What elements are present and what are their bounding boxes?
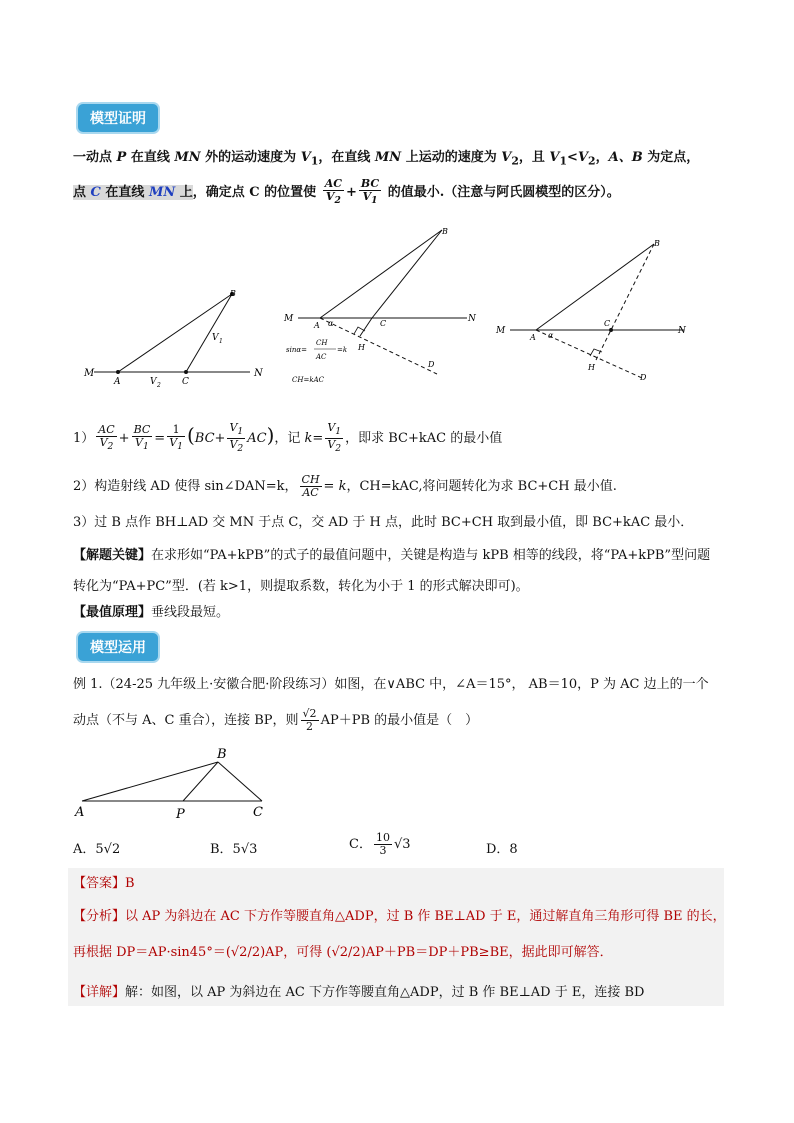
principle-line: 【最值原理】垂线段最短。: [73, 605, 230, 620]
ex-label-p: P: [176, 807, 185, 822]
svg-text:D: D: [640, 373, 647, 382]
option-b[interactable]: B．5√3: [210, 842, 258, 857]
svg-text:A: A: [530, 333, 536, 342]
svg-text:H: H: [588, 363, 595, 372]
option-d[interactable]: D．8: [486, 842, 518, 857]
option-a[interactable]: A．5√2: [73, 842, 121, 857]
svg-text:N: N: [678, 326, 686, 336]
detail-line: 【详解】解：如图，以 AP 为斜边在 AC 下方作等腰直角△ADP，过 B 作 BE⊥AD 于 E，连接 BD: [73, 985, 645, 1000]
fig1-label-v1: V: [212, 333, 219, 343]
svg-text:=k: =k: [337, 346, 348, 354]
intro-line-2: 点 C 在直线 MN 上，确定点 C 的位置使 $\frac{AC}{V_2}$ + $\frac{BC}{V_1}$ 的值最小.（注意与阿氏圆模型的区分）。: [73, 177, 620, 207]
svg-text:1: 1: [219, 338, 223, 345]
svg-text:H: H: [358, 343, 365, 352]
analysis-line-2: 再根据 DP＝AP·sin45°＝(√2/2)AP，可得 (√2/2)AP＋PB＝DP＋PB≥BE，据此即可解答．: [73, 945, 613, 960]
svg-text:2: 2: [157, 382, 161, 389]
key-line-1: 【解题关键】在求形如“PA+kPB”的式子的最值问题中，关键是构造与 kPB 相等的线段，将“PA+kPB”型问题: [73, 548, 711, 563]
frac-bc-v1: $\frac{BC}{V_1}$: [360, 177, 380, 207]
example-line-2: 动点（不与 A、C 重合），连接 BP，则 $\frac{√2}{2}$ AP＋PB 的最小值是（ ）: [73, 707, 479, 733]
svg-text:B: B: [442, 227, 448, 236]
step-3: 3）过 B 点作 BH⊥AD 交 MN 于点 C，交 AD 于 H 点，此时 BC+CH 取到最小值，即 BC+kAC 最小．: [73, 515, 694, 530]
fig1-label-c: C: [182, 377, 189, 387]
fig1-label-n: N: [254, 368, 263, 379]
option-c[interactable]: C． $\frac{10}{3}$ √3: [349, 831, 411, 857]
svg-text:C: C: [604, 319, 611, 328]
ex-label-c: C: [253, 805, 263, 820]
answer-line: 【答案】B: [73, 876, 135, 891]
svg-text:C: C: [380, 319, 387, 328]
svg-text:B: B: [654, 239, 660, 248]
figure-1: [80, 282, 270, 392]
fig1-label-b: B: [230, 289, 236, 298]
svg-text:D: D: [428, 360, 435, 369]
intro-line-1: 一动点 P 在直线 MN 外的运动速度为 $V_1$，在直线 MN 上运动的速度为 $V_2$，且 $V_1<V_2$，A、B 为定点，: [73, 150, 700, 168]
fig1-label-a: A: [114, 377, 121, 387]
svg-text:α: α: [548, 331, 554, 340]
step-2: 2）构造射线 AD 使得 sin∠DAN=k， $\frac{CH}{AC}$ = k，CH=kAC,将问题转化为求 BC+CH 最小值.: [73, 473, 617, 499]
frac-ac-v2: $\frac{AC}{V_2}$: [324, 177, 342, 207]
svg-text:AC: AC: [316, 353, 327, 361]
svg-text:CH: CH: [316, 339, 328, 347]
svg-text:M: M: [496, 326, 506, 336]
svg-text:A: A: [314, 321, 320, 330]
figure-3: [494, 232, 694, 387]
svg-text:sinα=: sinα=: [286, 346, 307, 354]
step-1: 1） $\frac{AC}{V_2}$ + $\frac{BC}{V_1}$ = $\frac{1}{V_1}$ (BC+ $\frac{V_1}{V_2}$ AC)，记 k= $\frac{V_1}{V_2}$ ，即求 BC+kAC 的最小值: [73, 421, 503, 455]
svg-text:M: M: [284, 314, 294, 324]
ex-label-b: B: [217, 747, 227, 762]
fig1-label-m: M: [84, 368, 95, 379]
section-badge-apply: 模型运用: [78, 633, 158, 661]
example-figure: [70, 744, 280, 824]
ex-label-a: A: [75, 805, 85, 820]
key-line-2: 转化为“PA+PC”型．(若 k>1，则提取系数，转化为小于 1 的形式解决即可)。: [73, 579, 529, 594]
svg-text:N: N: [468, 314, 476, 324]
svg-text:CH=kAC: CH=kAC: [292, 376, 324, 384]
example-line-1: 例 1.（24-25 九年级上·安徽合肥·阶段练习）如图，在∨ABC 中，∠A＝15°， AB＝10，P 为 AC 边上的一个: [73, 677, 709, 692]
figure-2: [282, 222, 482, 397]
section-badge-proof: 模型证明: [78, 104, 158, 132]
svg-text:α: α: [328, 319, 334, 328]
fig1-label-v2: V: [150, 377, 157, 387]
analysis-line-1: 【分析】以 AP 为斜边在 AC 下方作等腰直角△ADP，过 B 作 BE⊥AD 于 E，通过解直角三角形可得 BE 的长，: [73, 909, 726, 924]
